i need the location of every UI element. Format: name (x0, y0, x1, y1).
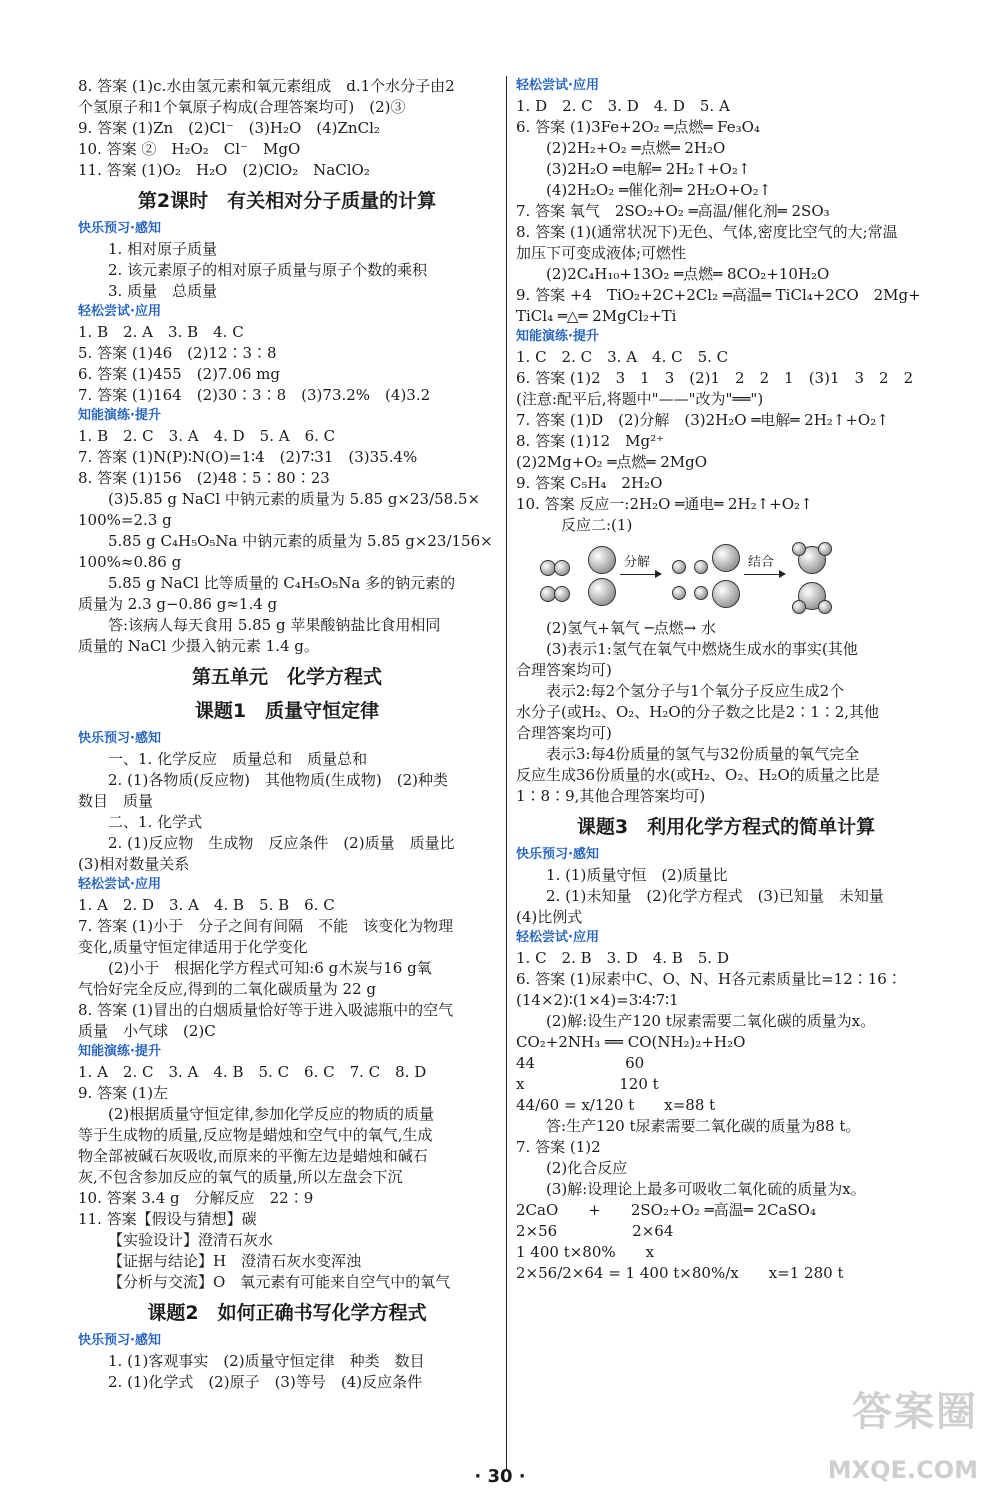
answer-line: 一、1. 化学反应 质量总和 质量总和 (108, 750, 368, 768)
split-arrow-icon (620, 574, 660, 575)
answer-line: 表示2:每2个氢分子与1个氧分子反应生成2个 (546, 682, 845, 700)
answer-line: 反应二:(1) (561, 516, 633, 534)
answer-line: 1 400 t×80% x (516, 1243, 655, 1261)
answer-line: 1∶8∶9,其他合理答案均可) (516, 787, 706, 805)
section-title: 课题3 利用化学方程式的简单计算 (576, 816, 876, 838)
answer-line: 100%=2.3 g (78, 511, 172, 529)
answer-line: 8. 答案 (1)12 Mg²⁺ (516, 432, 665, 450)
section-label: 轻松尝试·应用 (78, 304, 161, 319)
answer-line: 2CaO + 2SO₂+O₂ ═高温═ 2CaSO₄ (516, 1201, 816, 1219)
answer-line: 7. 答案 (1)N(P)∶N(O)=1∶4 (2)7∶31 (3)35.4% (78, 448, 418, 466)
answer-line: 2×56/2×64 = 1 400 t×80%/x x=1 280 t (516, 1264, 844, 1282)
h-atom-icon (694, 560, 708, 574)
answer-line: 44 60 (516, 1054, 645, 1072)
h-atom-icon (818, 542, 832, 556)
answer-line: (14×2)∶(1×4)=3∶4∶7∶1 (516, 991, 679, 1009)
section-label: 知能演练·提升 (78, 408, 161, 423)
answer-line: 2. (1)各物质(反应物) 其他物质(生成物) (2)种类 (108, 771, 448, 789)
answer-line: 8. 答案 (1)冒出的白烟质量恰好等于进入吸滤瓶中的空气 (78, 1001, 454, 1019)
answer-line: CO₂+2NH₃ ══ CO(NH₂)₂+H₂O (516, 1033, 746, 1051)
answer-line: 表示3:每4份质量的氢气与32份质量的氧气完全 (546, 745, 860, 763)
answer-line: (2)2C₄H₁₀+13O₂ ═点燃═ 8CO₂+10H₂O (546, 265, 830, 283)
answer-line: (4)2H₂O₂ ═催化剂═ 2H₂O+O₂↑ (546, 181, 772, 199)
answer-line: 6. 答案 (1)3Fe+2O₂ ═点燃═ Fe₃O₄ (516, 118, 760, 136)
section-label: 知能演练·提升 (78, 1044, 161, 1059)
answer-line: 1. B 2. C 3. A 4. D 5. A 6. C (78, 427, 336, 445)
o-atom-icon (588, 578, 616, 606)
h-atom-icon (554, 560, 570, 576)
answer-line: 44/60 = x/120 t x=88 t (516, 1096, 716, 1114)
section-label: 快乐预习·感知 (78, 731, 161, 746)
combine-label: 结合 (748, 555, 775, 570)
answer-line: 变化,质量守恒定律适用于化学变化 (78, 938, 308, 956)
answer-line: (2)氢气+氧气 ─点燃→ 水 (546, 619, 716, 637)
answer-line: 答:生产120 t尿素需要二氧化碳的质量为88 t。 (546, 1117, 861, 1135)
answer-line: 二、1. 化学式 (108, 813, 203, 831)
answer-line: 7. 答案 (1)164 (2)30∶3∶8 (3)73.2% (4)3.2 (78, 386, 431, 404)
answer-line: 【证据与结论】H 澄清石灰水变浑浊 (108, 1252, 362, 1270)
answer-line: 7. 答案 氧气 2SO₂+O₂ ═高温/催化剂═ 2SO₃ (516, 202, 830, 220)
answer-line: 答:该病人每天食用 5.85 g 苹果酸钠盐比食用相同 (108, 616, 441, 634)
h-atom-icon (792, 542, 806, 556)
answer-line: 2. 该元素原子的相对原子质量与原子个数的乘积 (108, 261, 428, 279)
watermark-url: MXQE.COM (827, 1456, 978, 1484)
answer-line: 物全部被碱石灰吸收,而原来的平衡左边是蜡烛和碱石 (78, 1147, 428, 1165)
watermark-text: 答案圈 (852, 1389, 978, 1435)
answer-line: 10. 答案 ② H₂O₂ Cl⁻ MgO (78, 140, 301, 158)
answer-line: 1. C 2. C 3. A 4. C 5. C (516, 348, 729, 366)
answer-line: 1. C 2. B 3. D 4. B 5. D (516, 949, 729, 967)
answer-line: 1. A 2. C 3. A 4. B 5. C 6. C 7. C 8. D (78, 1063, 427, 1081)
answer-line: (2)解:设生产120 t尿素需要二氧化碳的质量为x。 (546, 1012, 876, 1030)
answer-line: 质量的 NaCl 少摄入钠元素 1.4 g。 (78, 637, 319, 655)
answer-line: (3)解:设理论上最多可吸收二氧化硫的质量为x。 (546, 1180, 866, 1198)
answer-line: 数目 质量 (78, 792, 154, 810)
section-title: 第2课时 有关相对分子质量的计算 (137, 190, 437, 212)
h-atom-icon (554, 586, 570, 602)
left-column (78, 76, 496, 1393)
answer-line: 8. 答案 (1)156 (2)48∶5∶80∶23 (78, 469, 330, 487)
watermark-logo (788, 1389, 978, 1494)
answer-line: 质量 小气球 (2)C (78, 1022, 216, 1040)
h-atom-icon (672, 586, 686, 600)
answer-line: (3)相对数量关系 (78, 855, 190, 873)
answer-line: (3)5.85 g NaCl 中钠元素的质量为 5.85 g×23/58.5× (108, 490, 481, 508)
answer-line: (3)表示1:氢气在氧气中燃烧生成水的事实(其他 (546, 640, 858, 658)
water-decomposition-diagram (516, 540, 936, 614)
answer-line: 8. 答案 (1)(通常状况下)无色、气体,密度比空气的大;常温 (516, 223, 898, 241)
answer-line: 气恰好完全反应,得到的二氧化碳质量为 22 g (78, 980, 376, 998)
answer-line: 8. 答案 (1)c.水由氢元素和氧元素组成 d.1个水分子由2 (78, 77, 455, 95)
answer-line: 反应生成36份质量的水(或H₂、O₂、H₂O的质量之比是 (516, 766, 880, 784)
answer-line: 【分析与交流】O 氧元素有可能来自空气中的氧气 (108, 1273, 451, 1291)
answer-line: 6. 答案 (1)尿素中C、O、N、H各元素质量比=12∶16∶ (516, 970, 902, 988)
answer-line: 1. (1)质量守恒 (2)质量比 (546, 866, 728, 884)
answer-line: 水分子(或H₂、O₂、H₂O的分子数之比是2∶1∶2,其他 (516, 703, 880, 721)
o-atom-icon (712, 580, 740, 608)
answer-line: 质量为 2.3 g−0.86 g≈1.4 g (78, 595, 278, 613)
answer-line: (2)根据质量守恒定律,参加化学反应的物质的质量 (108, 1105, 435, 1123)
page-number: · 30 · (474, 1466, 526, 1487)
answer-line: 合理答案均可) (516, 661, 612, 679)
right-top-block (516, 76, 936, 536)
split-label: 分解 (624, 555, 651, 570)
answer-line: 9. 答案 +4 TiO₂+2C+2Cl₂ ═高温═ TiCl₄+2CO 2Mg+ (516, 286, 921, 304)
answer-line: 7. 答案 (1)小于 分子之间有间隔 不能 该变化为物理 (78, 917, 454, 935)
h-atom-icon (694, 586, 708, 600)
h-atom-icon (672, 560, 686, 574)
answer-line: (注意:配平后,将题中"——"改为"══") (516, 390, 764, 408)
answer-line: (2)2Mg+O₂ ═点燃═ 2MgO (516, 453, 708, 471)
section-title: 课题1 质量守恒定律 (194, 700, 380, 722)
answer-line: 个氢原子和1个氧原子构成(合理答案均可) (2)③ (78, 98, 406, 116)
section-label: 轻松尝试·应用 (516, 78, 599, 93)
answer-line: 5.85 g C₄H₅O₅Na 中钠元素的质量为 5.85 g×23/156× (108, 532, 493, 550)
answer-line: 9. 答案 C₅H₄ 2H₂O (516, 474, 663, 492)
answer-line: 10. 答案 反应一:2H₂O ═通电═ 2H₂↑+O₂↑ (516, 495, 813, 513)
answer-line: 2. (1)未知量 (2)化学方程式 (3)已知量 未知量 (546, 887, 884, 905)
section-title: 课题2 如何正确书写化学方程式 (147, 1302, 427, 1324)
section-label: 快乐预习·感知 (78, 221, 161, 236)
answer-line: 5.85 g NaCl 比等质量的 C₄H₅O₅Na 多的钠元素的 (108, 574, 456, 592)
combine-arrow-icon (744, 574, 784, 575)
section-label: 快乐预习·感知 (78, 1333, 161, 1348)
answer-line: 2×56 2×64 (516, 1222, 674, 1240)
answer-line: (2)小于 根据化学方程式可知:6 g木炭与16 g氧 (108, 959, 432, 977)
answer-line: 3. 质量 总质量 (108, 282, 218, 300)
answer-line: 6. 答案 (1)455 (2)7.06 mg (78, 365, 280, 383)
answer-line: (2)2H₂+O₂ ═点燃═ 2H₂O (546, 139, 726, 157)
answer-line: 1. (1)客观事实 (2)质量守恒定律 种类 数目 (108, 1352, 425, 1370)
answer-line: 6. 答案 (1)2 3 1 3 (2)1 2 2 1 (3)1 3 2 2 (516, 369, 914, 387)
answer-line: 1. A 2. D 3. A 4. B 5. B 6. C (78, 896, 335, 914)
answer-line: 等于生成物的质量,反应物是蜡烛和空气中的氧气,生成 (78, 1126, 433, 1144)
answer-line: 1. D 2. C 3. D 4. D 5. A (516, 97, 730, 115)
o-atom-icon (588, 546, 616, 574)
column-divider (506, 76, 507, 1471)
answer-line: 5. 答案 (1)46 (2)12∶3∶8 (78, 344, 277, 362)
h-atom-icon (792, 600, 806, 614)
right-bottom-block (516, 618, 936, 1284)
answer-line: 合理答案均可) (516, 724, 612, 742)
answer-line: 11. 答案【假设与猜想】碳 (78, 1210, 257, 1228)
section-label: 知能演练·提升 (516, 329, 599, 344)
answer-line: (4)比例式 (516, 908, 583, 926)
answer-line: 1. B 2. A 3. B 4. C (78, 323, 244, 341)
answer-line: 1. 相对原子质量 (108, 240, 218, 258)
answer-line: 9. 答案 (1)Zn (2)Cl⁻ (3)H₂O (4)ZnCl₂ (78, 119, 380, 137)
o-atom-icon (712, 544, 740, 572)
answer-line: 加压下可变成液体;可燃性 (516, 244, 687, 262)
section-label: 轻松尝试·应用 (516, 930, 599, 945)
answer-line: 7. 答案 (1)2 (516, 1138, 601, 1156)
section-title: 第五单元 化学方程式 (191, 666, 382, 688)
answer-line: 100%≈0.86 g (78, 553, 182, 571)
answer-line: 11. 答案 (1)O₂ H₂O (2)ClO₂ NaClO₂ (78, 161, 370, 179)
section-label: 快乐预习·感知 (516, 847, 599, 862)
section-label: 轻松尝试·应用 (78, 877, 161, 892)
answer-line: 灰,不包含参加反应的氧气的质量,所以左盘会下沉 (78, 1168, 403, 1186)
answer-line: (3)2H₂O ═电解═ 2H₂↑+O₂↑ (546, 160, 751, 178)
h-atom-icon (818, 600, 832, 614)
answer-line: x 120 t (516, 1075, 659, 1093)
answer-line: 10. 答案 3.4 g 分解反应 22∶9 (78, 1189, 314, 1207)
answer-line: 2. (1)化学式 (2)原子 (3)等号 (4)反应条件 (108, 1373, 423, 1391)
answer-line: 【实验设计】澄清石灰水 (108, 1231, 274, 1249)
right-column (516, 76, 936, 1284)
answer-line: 7. 答案 (1)D (2)分解 (3)2H₂O ═电解═ 2H₂↑+O₂↑ (516, 411, 889, 429)
answer-line: 9. 答案 (1)左 (78, 1084, 169, 1102)
answer-line: TiCl₄ ═△═ 2MgCl₂+Ti (516, 307, 677, 325)
answer-line: (2)化合反应 (546, 1159, 628, 1177)
answer-line: 2. (1)反应物 生成物 反应条件 (2)质量 质量比 (108, 834, 455, 852)
